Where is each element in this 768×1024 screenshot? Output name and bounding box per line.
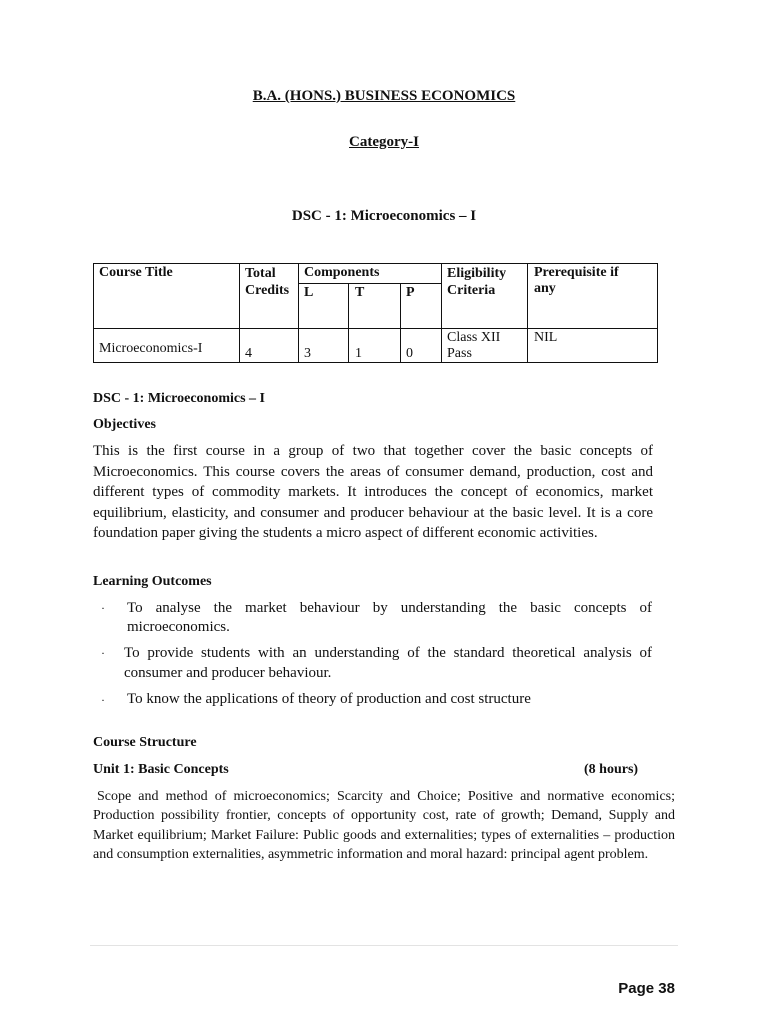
cell-eligibility-line2: Pass xyxy=(447,346,472,361)
bullet-icon: · xyxy=(101,601,105,615)
header-prerequisite-line1: Prerequisite if xyxy=(534,265,619,280)
cell-prerequisite: NIL xyxy=(534,330,558,345)
page-number: Page 38 xyxy=(618,980,675,997)
header-l: L xyxy=(304,285,314,300)
header-t: T xyxy=(355,285,365,300)
unit1-paragraph: Scope and method of microeconomics; Scarcity and Choice; Positive and normative economics; Production possibility frontier, concepts of opportunity cost, rate of growth; Demand, Supply and Market equilibrium; Market Failure: Public goods and externalities; types of externalities – production and consumption externalities, asymmetric information and moral hazard: principal agent problem. xyxy=(93,789,675,862)
header-prerequisite-line2: any xyxy=(534,281,556,296)
outcome-text: To know the applications of theory of production and cost structure xyxy=(127,691,531,707)
unit1-title: Unit 1: Basic Concepts xyxy=(93,762,229,777)
cell-total-credits: 4 xyxy=(245,346,252,361)
header-eligibility-line2: Criteria xyxy=(447,283,496,298)
cell-eligibility-line1: Class XII xyxy=(447,330,501,345)
cell-l: 3 xyxy=(304,346,311,361)
footer-divider xyxy=(90,945,678,946)
learning-outcomes-heading: Learning Outcomes xyxy=(93,574,212,589)
header-eligibility-line1: Eligibility xyxy=(447,266,507,281)
header-total-credits-line2: Credits xyxy=(245,283,290,298)
course-table xyxy=(93,263,658,363)
course-heading: DSC - 1: Microeconomics – I xyxy=(291,208,477,224)
section-heading: DSC - 1: Microeconomics – I xyxy=(93,391,265,406)
bullet-icon: · xyxy=(101,646,105,660)
header-p: P xyxy=(406,285,415,300)
cell-course-title: Microeconomics-I xyxy=(99,341,203,356)
category-title: Category-I xyxy=(349,134,419,150)
header-course-title: Course Title xyxy=(99,265,173,280)
bullet-icon: · xyxy=(101,693,105,707)
objectives-heading: Objectives xyxy=(93,417,156,432)
header-components: Components xyxy=(304,265,380,280)
header-total-credits-line1: Total xyxy=(245,266,276,281)
outcome-text: To provide students with an understanding of the standard theoretical analysis of consumer and producer behaviour. xyxy=(124,645,652,681)
outcome-text: To analyse the market behaviour by understanding the basic concepts of microeconomics. xyxy=(127,600,652,635)
cell-t: 1 xyxy=(355,346,362,361)
cell-p: 0 xyxy=(406,346,413,361)
unit1-hours: (8 hours) xyxy=(584,762,639,777)
course-structure-heading: Course Structure xyxy=(93,735,197,750)
program-title: B.A. (HONS.) BUSINESS ECONOMICS xyxy=(252,88,516,104)
objectives-paragraph: This is the first course in a group of two that together cover the basic concepts of Microeconomics. This course covers the areas of consumer demand, production, cost and different types of commodity markets. It introduces the concept of economics, market equilibrium, elasticity, and consumer and producer behaviour at the basic level. It is a core foundation paper giving the students a micro aspect of different economic activities. xyxy=(93,443,653,541)
